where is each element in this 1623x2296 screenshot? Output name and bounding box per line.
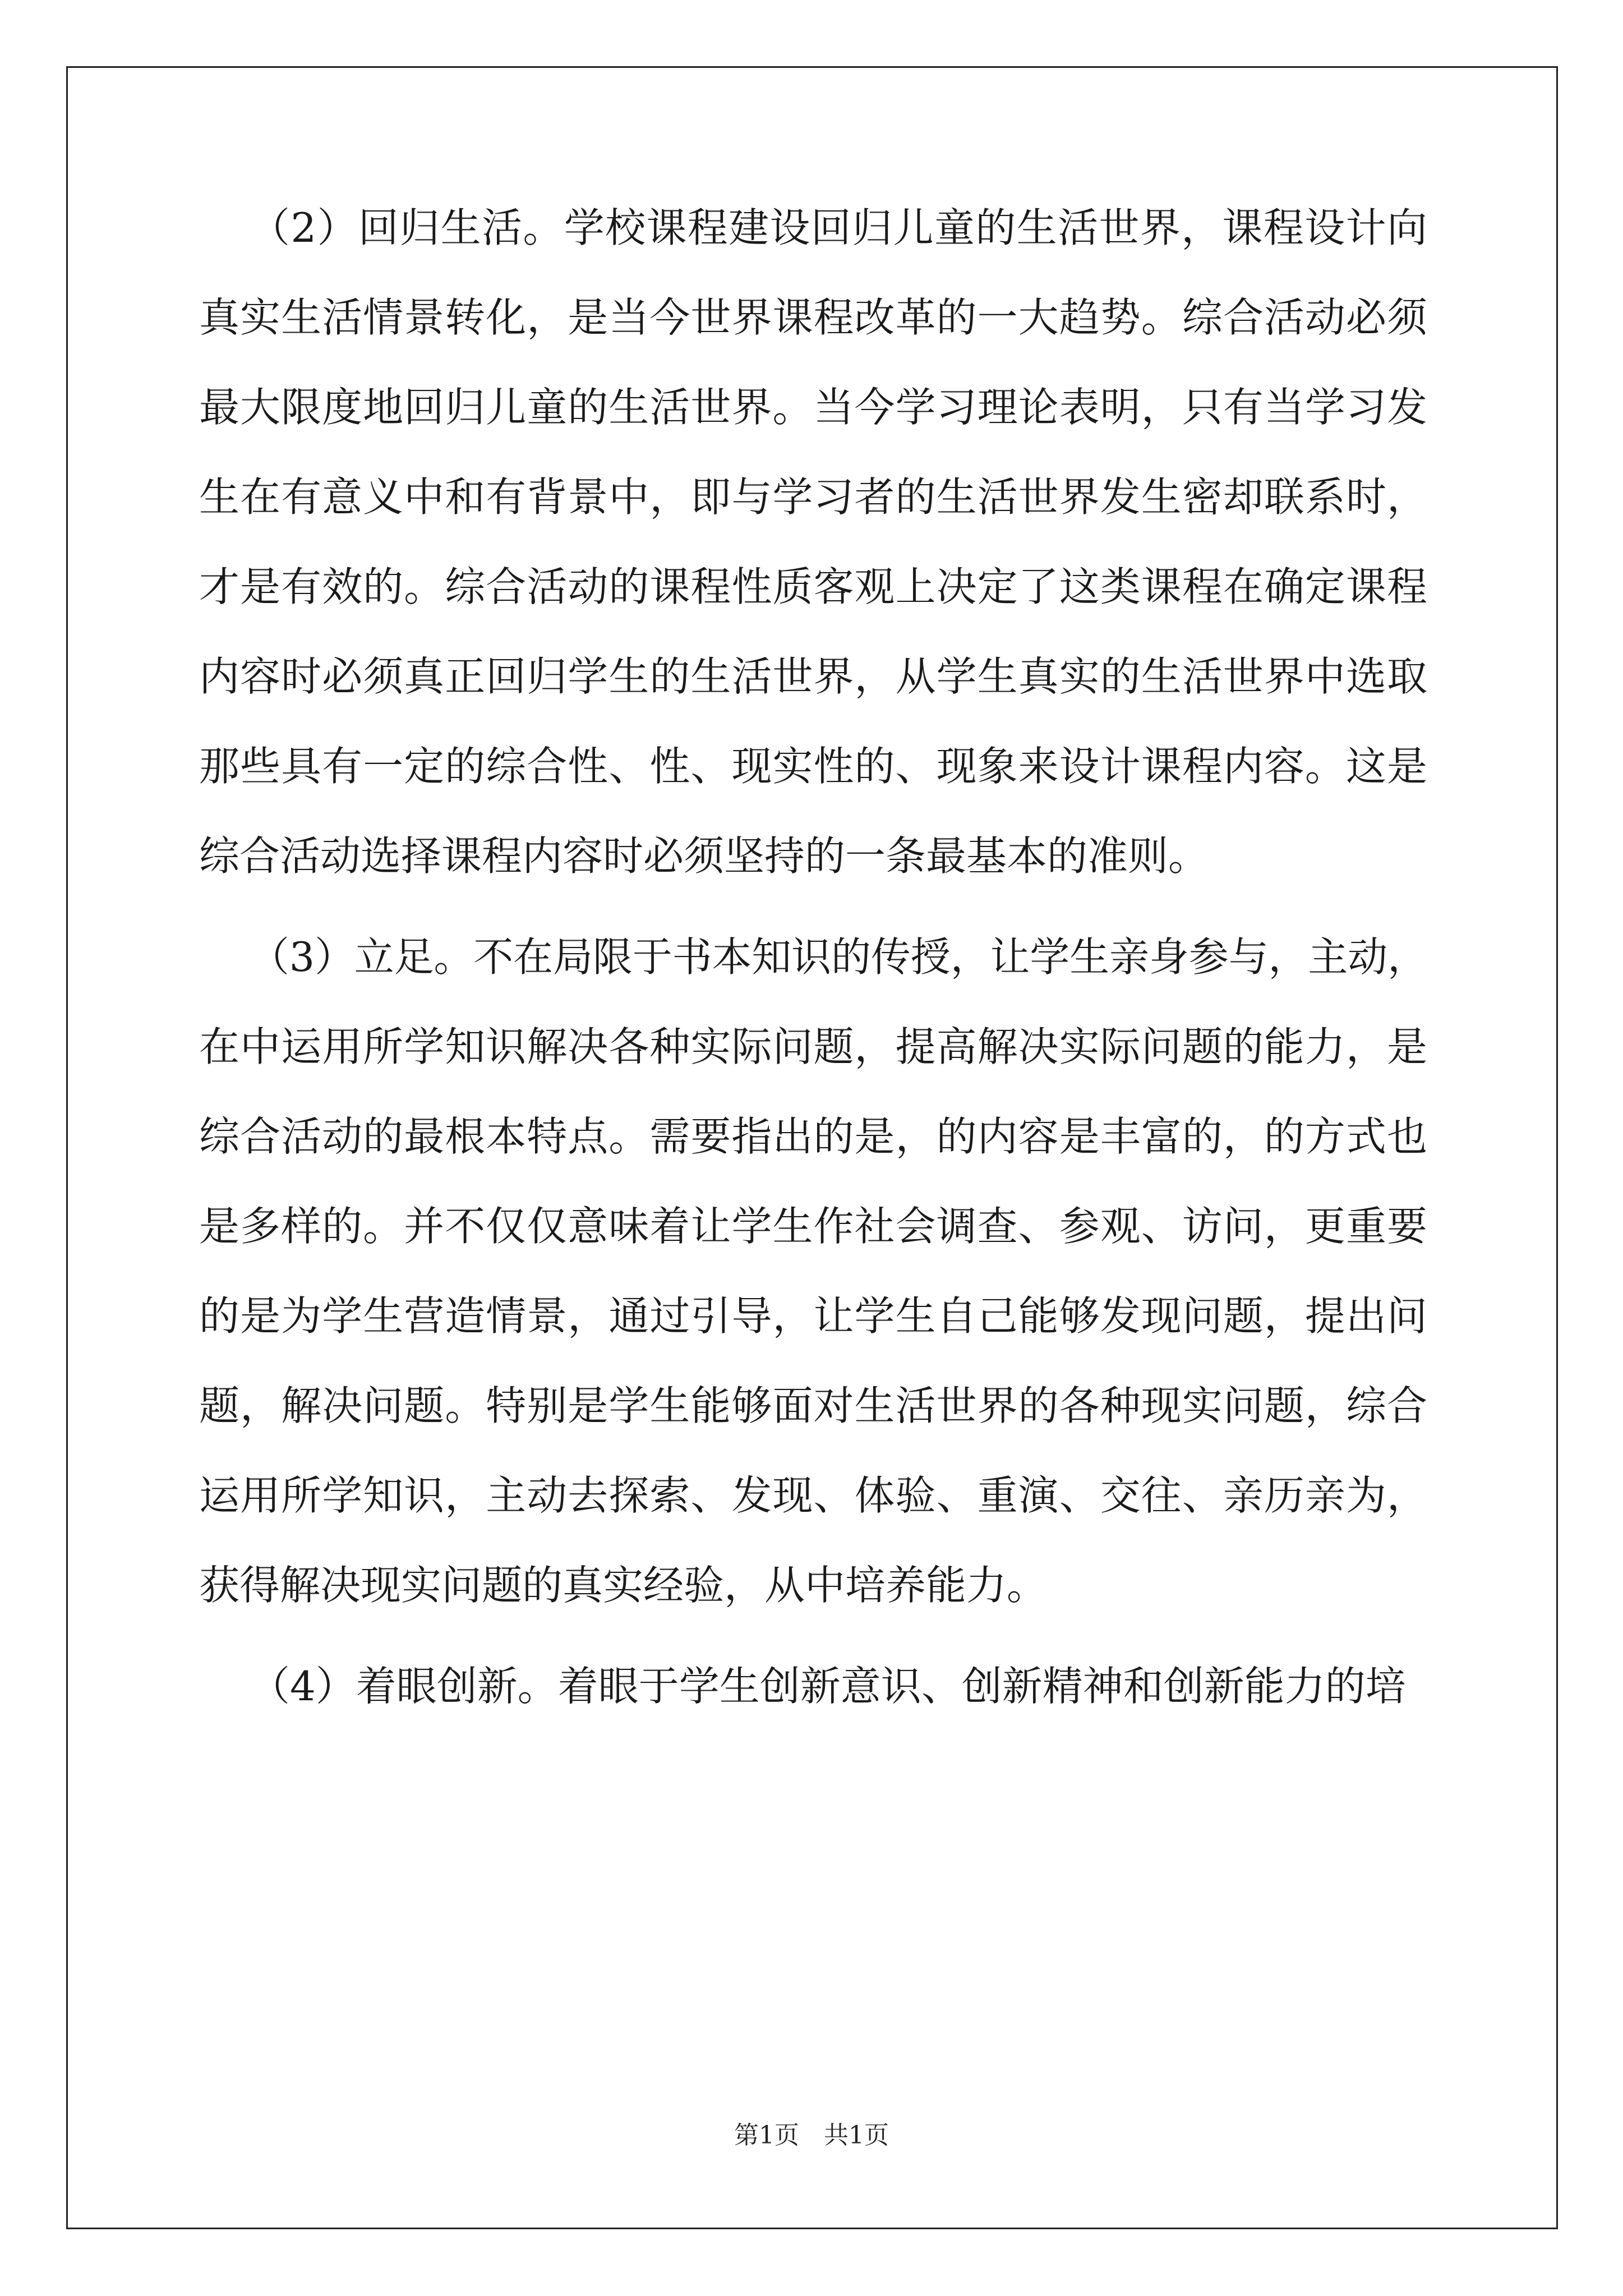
page-footer: 第1页 共1页 xyxy=(734,2121,889,2150)
